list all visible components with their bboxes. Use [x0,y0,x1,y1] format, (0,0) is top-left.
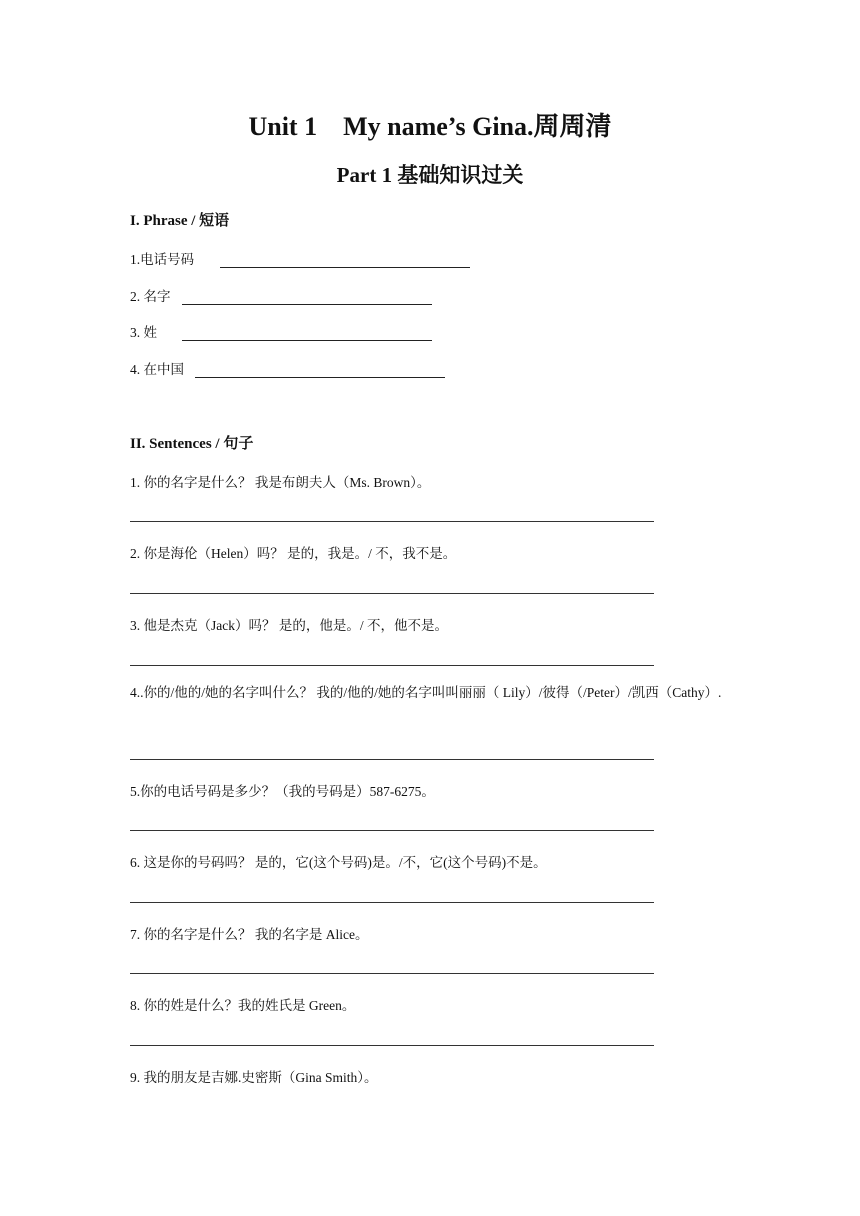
sentence-item-5: 5.你的电话号码是多少？（我的号码是）587-6275。 [130,784,435,799]
sentence-item-7: 7. 你的名字是什么？ 我的名字是 Alice。 [130,927,369,942]
answer-line[interactable] [130,973,654,974]
phrase-label: 1.电话号码 [130,252,195,267]
sentence-item-8: 8. 你的姓是什么？我的姓氏是 Green。 [130,998,356,1013]
phrase-label: 3. 姓 [130,325,157,340]
sentence-item-6: 6. 这是你的号码吗？ 是的，它(这个号码)是。/不，它(这个号码)不是。 [130,855,547,870]
answer-line[interactable] [130,521,654,522]
section-heading-sentences: II. Sentences / 句子 [130,436,254,452]
phrase-item-4 [130,358,445,378]
answer-line[interactable] [130,665,654,666]
phrase-item-3 [130,321,432,341]
section-heading-phrase: I. Phrase / 短语 [130,213,230,229]
part-title: Part 1 基础知识过关 [336,163,524,187]
answer-blank[interactable] [182,326,432,341]
sentence-item-9: 9. 我的朋友是吉娜.史密斯（Gina Smith）。 [130,1070,378,1085]
answer-line[interactable] [130,1045,654,1046]
phrase-item-1 [130,248,470,268]
answer-blank[interactable] [182,290,432,305]
answer-blank[interactable] [220,253,470,268]
answer-line[interactable] [130,759,654,760]
phrase-label: 4. 在中国 [130,362,184,377]
answer-line[interactable] [130,902,654,903]
answer-line[interactable] [130,593,654,594]
sentence-item-2: 2. 你是海伦（Helen）吗？ 是的，我是。/ 不，我不是。 [130,546,457,561]
answer-line[interactable] [130,830,654,831]
phrase-label: 2. 名字 [130,289,171,304]
sentence-item-4: 4..你的/他的/她的名字叫什么？ 我的/他的/她的名字叫叫丽丽（ Lily）/彼得（/Peter）/凯西（Cathy）. [130,685,722,700]
page-title: Unit 1 My name’s Gina.周周清 [248,112,612,141]
sentence-item-1: 1. 你的名字是什么？ 我是布朗夫人（Ms. Brown）。 [130,475,431,490]
phrase-item-2 [130,285,432,305]
sentence-item-3: 3. 他是杰克（Jack）吗？ 是的，他是。/ 不，他不是。 [130,618,448,633]
answer-blank[interactable] [195,363,445,378]
